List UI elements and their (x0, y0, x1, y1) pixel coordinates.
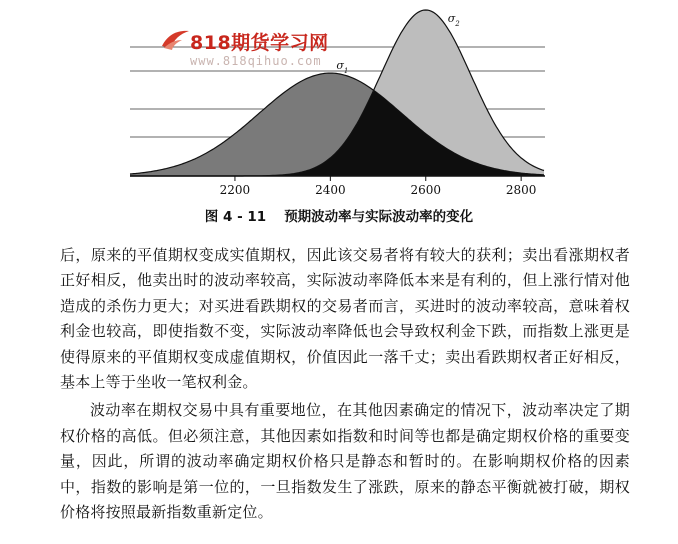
x-tick-label: 2400 (315, 183, 346, 197)
figure (0, 0, 678, 200)
watermark (160, 28, 329, 68)
volatility-chart (0, 0, 678, 200)
series-label-σ1: $\sigma_1$ (336, 59, 349, 76)
body-text (60, 243, 630, 528)
x-tick-label: 2200 (219, 183, 251, 197)
paragraph: 波动率在期权交易中具有重要地位，在其他因素确定的情况下，波动率决定了期权价格的高低。但必须注意，其他因素如指数和时间等也都是确定期权价格的重要变量，因此，所谓的波动率确定期权价格只是静态和暂时的。在影响期权价格的因素中，指数的影响是第一位的，一旦指数发生了涨跌，原来的静态平衡就被打破，期权价格将按照最新指数重新定位。 (60, 401, 630, 522)
paragraph: 后，原来的平值期权变成实值期权，因此该交易者将有较大的获利；卖出看涨期权者正好相反，他卖出时的波动率较高，实际波动率降低本来是有利的，但上涨行情对他造成的杀伤力更大；对买进看跌期权的交易者而言，买进时的波动率较高，意味着权利金也较高，即使指数不变，实际波动率降低也会导致权利金下跌，而指数上涨更是使得原来的平值期权变成虚值期权，价值因此一落千丈；卖出看跌期权者正好相反，基本上等于坐收一笔权利金。 (60, 246, 630, 392)
figure-number: 图 4 - 11 (204, 209, 267, 225)
figure-title: 预期波动率与实际波动率的变化 (284, 209, 474, 225)
x-tick-label: 2600 (410, 183, 442, 197)
series-label-σ2: $\sigma_2$ (447, 12, 460, 28)
figure-caption (0, 205, 678, 225)
watermark-url: www.818qihuo.com (190, 54, 322, 68)
watermark-brand: 818期货学习网 (190, 32, 329, 54)
swoosh-logo-icon (160, 28, 190, 52)
x-tick-label: 2800 (505, 183, 537, 197)
